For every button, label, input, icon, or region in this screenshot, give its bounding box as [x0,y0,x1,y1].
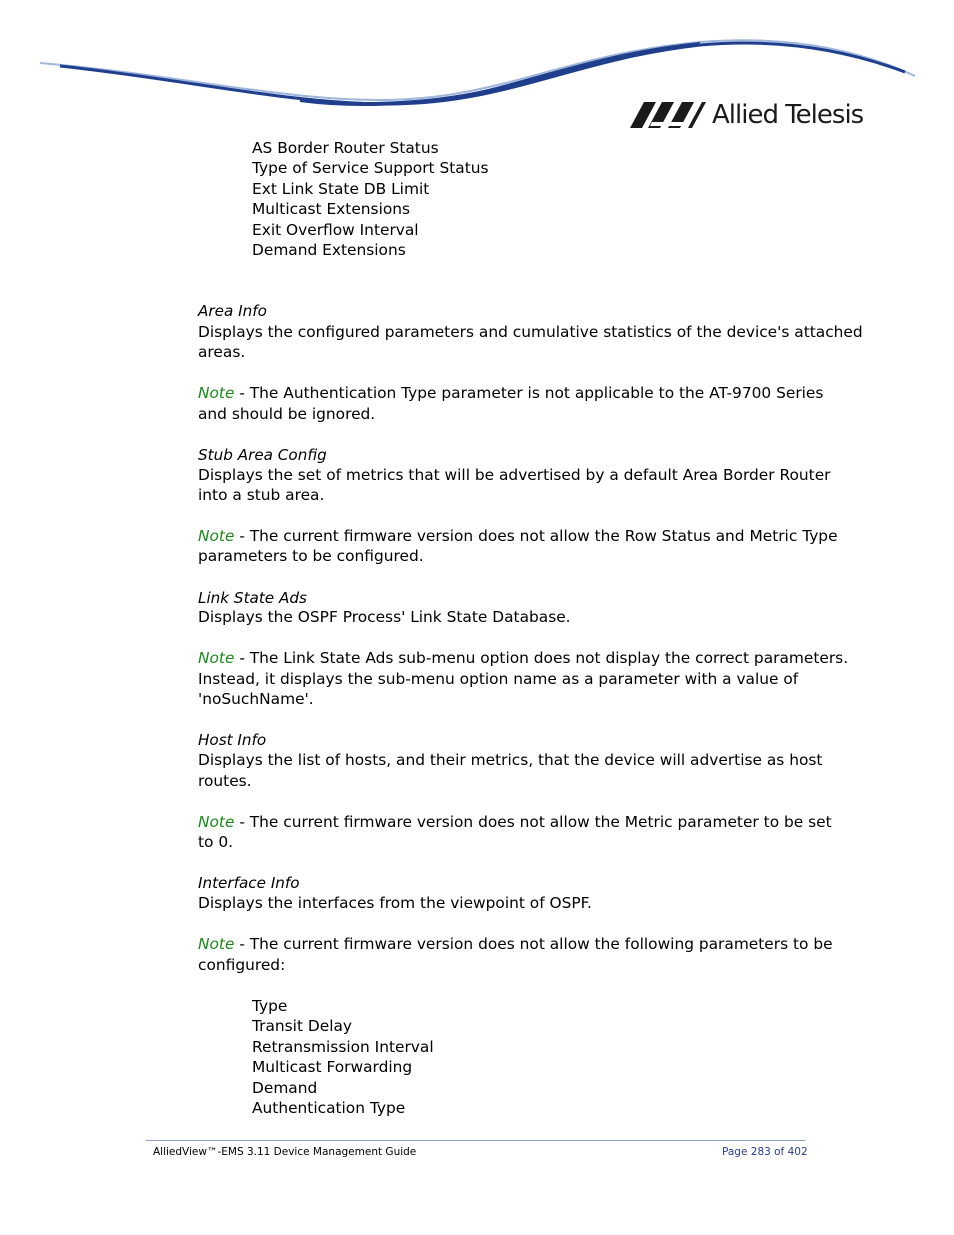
note-text: - The current firmware version does not allow the following parameters to be [234,935,833,953]
list-item: Multicast Forwarding [252,1058,413,1077]
note-text: to 0. [198,833,234,851]
note-label: Note [198,935,235,953]
note-text: - The Link State Ads sub-menu option does not display the correct parameters. [234,649,849,667]
host-info-text: Displays the list of hosts, and their metrics, that the device will advertise as host [198,751,823,769]
host-info-heading: Host Info [198,731,267,749]
note-text: 'noSuchName'. [198,690,314,708]
note-text: and should be ignored. [198,405,376,423]
note-paragraph [198,934,833,954]
stub-area-text: Displays the set of metrics that will be advertised by a default Area Border Router [198,466,831,484]
list-bottom [252,996,434,1118]
brand-name: Allied Telesis [712,100,864,130]
interface-info-heading: Interface Info [198,874,300,892]
note-text: Instead, it displays the sub-menu option name as a parameter with a value of [198,670,799,688]
note-paragraph [198,648,848,668]
stub-area-heading: Stub Area Config [198,446,327,464]
footer-divider [146,1140,805,1141]
note-text: - The current firmware version does not allow the Metric parameter to be set [234,813,832,831]
note-text: parameters to be configured. [198,547,424,565]
list-item: Demand [252,1078,318,1097]
list-item: Authentication Type [252,1099,406,1118]
note-paragraph [198,383,823,403]
list-item: Transit Delay [252,1017,353,1036]
area-info-text: areas. [198,343,246,361]
link-state-text: Displays the OSPF Process' Link State Database. [198,608,571,626]
note-paragraph [198,526,838,546]
note-label: Note [198,384,235,402]
note-label: Note [198,813,235,831]
note-text: - The Authentication Type parameter is not applicable to the AT-9700 Series [234,384,824,402]
note-label: Note [198,527,235,545]
area-info-text: Displays the configured parameters and cumulative statistics of the device's attached [198,323,863,341]
list-item: Ext Link State DB Limit [252,179,430,198]
footer-doc-title: AlliedView™-EMS 3.11 Device Management Guide [153,1146,417,1158]
note-text: configured: [198,956,286,974]
note-label: Note [198,649,235,667]
host-info-text: routes. [198,772,252,790]
list-item: Type of Service Support Status [252,159,489,178]
note-text: - The current firmware version does not allow the Row Status and Metric Type [234,527,838,545]
allied-telesis-logo [630,100,863,130]
list-item: Exit Overflow Interval [252,220,419,239]
list-item: Multicast Extensions [252,200,411,219]
list-item: Demand Extensions [252,241,406,260]
area-info-heading: Area Info [198,302,267,320]
footer-page-number: Page 283 of 402 [722,1146,808,1158]
interface-info-text: Displays the interfaces from the viewpoint of OSPF. [198,894,592,912]
list-item: AS Border Router Status [252,139,439,157]
list-top [252,138,489,260]
list-item: Retransmission Interval [252,1037,434,1056]
logo-mark-icon [630,102,706,128]
list-item: Type [252,997,288,1015]
stub-area-text: into a stub area. [198,486,325,504]
link-state-heading: Link State Ads [198,589,307,607]
note-paragraph [198,812,832,832]
